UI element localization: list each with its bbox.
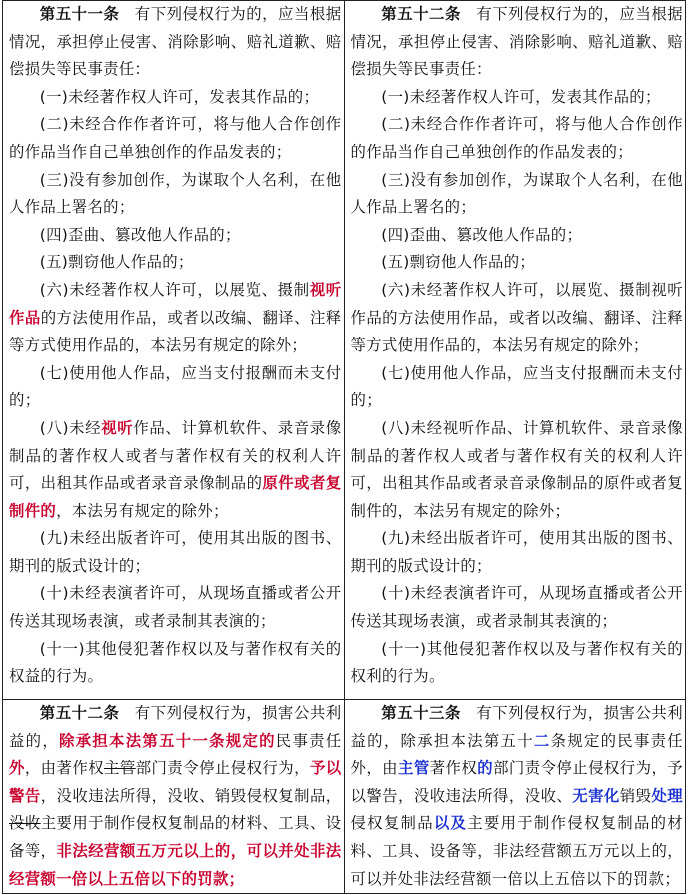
list-item: (十一)其他侵犯著作权以及与著作权有关的权益的行为。 xyxy=(9,639,342,686)
article-body xyxy=(9,700,342,893)
list-item: (五)剽窃他人作品的； xyxy=(381,253,536,272)
text-segment: 条规定的民事责任外，由 xyxy=(350,731,683,778)
text-segment: ，没收违法所得，没收、销毁侵权复制品， xyxy=(40,786,342,805)
highlight-red: 非法经营额五万元以上的，可以并处非法经营额一倍以上五倍以下的罚款； xyxy=(9,841,342,888)
article-text: 有下列侵权行为的，应当根据情况，承担停止侵害、消除影响、赔礼道歉、赔偿损失等民事责任： xyxy=(350,5,683,79)
highlight-blue: 的 xyxy=(477,759,494,778)
article-intro xyxy=(351,1,684,84)
list-item: (八)未经视听作品、计算机软件、录音录像制品的著作权人或者与著作权有关的权利人许可，出租其作品或者录音录像制品的原件或者复制件的，本法另有规定的除外； xyxy=(350,418,683,520)
highlight-red: 予以警告 xyxy=(9,759,342,805)
highlight-red: 外 xyxy=(9,759,25,778)
list-item: (三)没有参加创作，为谋取个人名利，在他人作品上署名的； xyxy=(350,170,683,217)
article-number: 第五十一条 xyxy=(39,5,120,23)
highlight-blue: 主管 xyxy=(398,759,430,778)
list-item: (一)未经著作权人许可，发表其作品的； xyxy=(39,87,320,106)
text-segment: 有下列侵权行为，损害公共利益的，除承担本法第五十 xyxy=(350,704,683,750)
text-segment: 民事责任 xyxy=(275,731,342,750)
struck-text: 主管 xyxy=(104,759,136,778)
list-item: (十一)其他侵犯著作权以及与著作权有关的权利的行为。 xyxy=(350,639,683,686)
new-article-53-cell xyxy=(344,700,686,894)
list-item: (十)未经表演者许可，从现场直播或者公开传送其现场表演，或者录制其表演的； xyxy=(350,584,683,631)
article-number: 第五十二条 xyxy=(39,704,120,722)
text-segment: 部门责令停止侵权行为， xyxy=(135,759,310,778)
text-segment: 主要用于制作侵权复制品的材料、工具、设备等，非法经营额五万元以上的，可以并处非法经营额一倍以上五倍以下的罚款； xyxy=(350,814,683,888)
list-item: (四)歪曲、篡改他人作品的； xyxy=(39,225,241,244)
article-text: 有下列侵权行为的，应当根据情况，承担停止侵害、消除影响、赔礼道歉、赔偿损失等民事责任： xyxy=(9,5,342,79)
article-number: 第五十二条 xyxy=(381,5,461,23)
text-segment: 主要用于制作侵权复制品的材料、工具、设备等， xyxy=(9,814,342,860)
list-item xyxy=(9,277,342,360)
highlight-red: 除承担本法第五十一条规定的 xyxy=(59,731,276,750)
struck-text: 没收 xyxy=(9,814,41,833)
article-number: 第五十三条 xyxy=(381,704,461,722)
list-item: (九)未经出版者许可，使用其出版的图书、期刊的版式设计的； xyxy=(350,529,683,575)
old-article-52-cell xyxy=(3,700,345,894)
list-item: (六)未经著作权人许可，以展览、摄制视听作品的方法使用作品，或者以改编、翻译、注释等方式使用作品的，本法另有规定的除外； xyxy=(350,280,683,355)
highlight-blue: 无害化 xyxy=(572,786,620,805)
text-segment: (六)未经著作权人许可，以展览、摄制 xyxy=(39,280,310,299)
list-item: (二)未经合作作者许可，将与他人合作创作的作品当作自己单独创作的作品发表的； xyxy=(350,115,683,161)
highlight-red: 视听作品 xyxy=(9,280,342,327)
list-item: (十)未经表演者许可，从现场直播或者公开传送其现场表演，或者录制其表演的； xyxy=(9,584,342,631)
highlight-blue: 以及 xyxy=(433,814,468,833)
text-segment: 的方法使用作品，或者以改编、翻译、注释等方式使用作品的，本法另有规定的除外； xyxy=(9,308,342,355)
article-intro xyxy=(9,1,342,84)
highlight-blue: 处理 xyxy=(651,786,683,805)
list-item: (七)使用他人作品，应当支付报酬而未支付的； xyxy=(350,363,683,410)
old-article-51-cell xyxy=(3,1,345,700)
law-comparison-table xyxy=(2,0,686,894)
highlight-red: 视听 xyxy=(101,418,134,437)
text-segment: (八)未经 xyxy=(39,418,102,437)
list-item: (五)剽窃他人作品的； xyxy=(39,253,194,272)
new-article-52-cell xyxy=(344,1,686,700)
text-segment: 有下列侵权行为，损害公共利益的， xyxy=(9,704,342,750)
list-item: (七)使用他人作品，应当支付报酬而未支付的； xyxy=(9,363,342,410)
text-segment: 销毁 xyxy=(619,786,652,805)
text-segment: ，由著作权 xyxy=(24,759,105,778)
text-segment: 作品、计算机软件、录音录像制品的著作权人或者与著作权有关的权利人许可，出租其作品或者录音录像制品的 xyxy=(9,418,342,493)
text-segment: 侵权复制品 xyxy=(350,814,434,833)
list-item: (一)未经著作权人许可，发表其作品的； xyxy=(381,87,661,106)
text-segment: 著作权 xyxy=(429,759,478,778)
highlight-blue: 二 xyxy=(533,731,551,750)
list-item: (四)歪曲、篡改他人作品的； xyxy=(381,225,583,244)
table-row xyxy=(3,700,686,894)
table-row xyxy=(3,1,686,700)
highlight-red: 原件或者复制件的 xyxy=(9,474,342,520)
list-item: (二)未经合作作者许可，将与他人合作创作的作品当作自己单独创作的作品发表的； xyxy=(9,115,342,161)
list-item: (三)没有参加创作，为谋取个人名利，在他人作品上署名的； xyxy=(9,170,342,217)
list-item: (九)未经出版者许可，使用其出版的图书、期刊的版式设计的； xyxy=(9,529,342,575)
article-body xyxy=(351,700,684,893)
list-item xyxy=(9,415,342,525)
text-segment: 部门责令停止侵权行为，予以警告，没收违法所得，没收、 xyxy=(350,759,683,805)
text-segment: ，本法另有规定的除外； xyxy=(56,501,229,520)
